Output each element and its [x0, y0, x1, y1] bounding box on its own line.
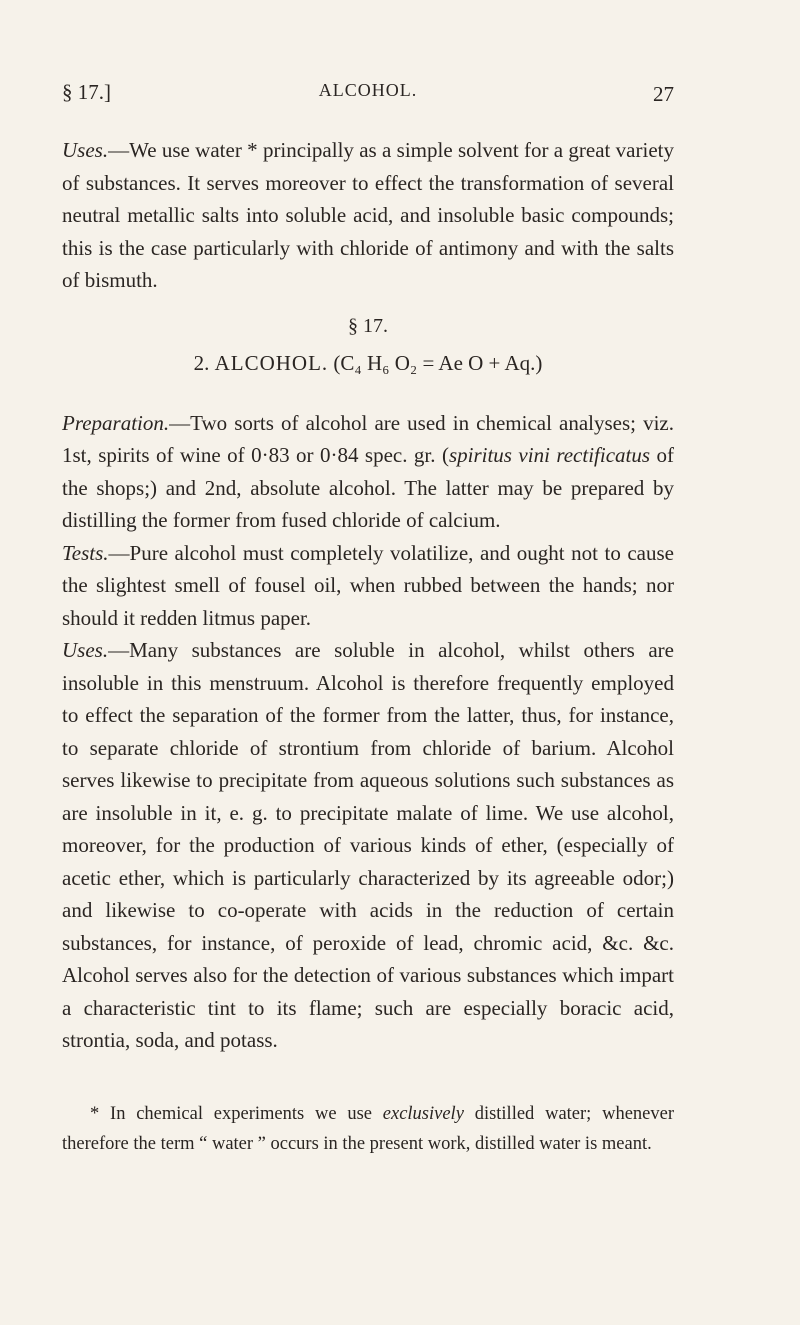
footnote	[62, 1099, 674, 1159]
footnote-marker: *	[90, 1103, 100, 1124]
text-preparation-1: —Two sorts of alcohol are used in chemical analyses; viz. 1st, spirits of wine of 0·83 or 0·84 spec. gr. (	[62, 410, 674, 467]
formula-expression: (C₄ H₆ O₂ = Ae O + Aq.)	[333, 350, 543, 375]
header-section: § 17.]	[62, 80, 111, 104]
footnote-italic: exclusively	[382, 1103, 464, 1124]
text-preparation-2: of the shops;) and 2nd, absolute alcohol. The latter may be prepared by distilling the former from fused chloride of calcium.	[62, 443, 674, 532]
footnote-spacer	[62, 1057, 674, 1099]
formula-name: ALCOHOL.	[214, 350, 329, 375]
formula-number: 2.	[193, 350, 210, 375]
footnote-text-2: distilled water; whenever therefore the term “ water ” occurs in the present work, distilled water is meant.	[62, 1103, 674, 1154]
lead-uses-alcohol: Uses.	[62, 638, 109, 662]
paragraph-uses-alcohol	[62, 634, 674, 1057]
formula-heading	[62, 351, 674, 387]
text-preparation-italic: spiritus vini rectificatus	[448, 443, 651, 467]
text-uses-water: —We use water * principally as a simple solvent for a great variety of substances. It serves moreover to effect the transformation of several neutral metallic salts into soluble acid, and insoluble basic compounds; this is the case particularly with chloride of antimony and with the salts of bismuth.	[62, 138, 674, 292]
footnote-text-1: In chemical experiments we use	[99, 1103, 383, 1124]
paragraph-preparation	[62, 407, 674, 537]
header-title: ALCOHOL.	[318, 80, 418, 100]
lead-uses: Uses.	[62, 138, 109, 162]
paragraph-tests	[62, 537, 674, 635]
running-header	[62, 80, 674, 110]
lead-preparation: Preparation.	[62, 410, 170, 435]
book-page	[62, 80, 674, 1159]
text-uses-alcohol: —Many substances are soluble in alcohol, whilst others are insoluble in this menstruum. Alcohol is therefore frequently employed to effect the separation of the former from the latter, thus, for instance, to separate chloride of strontium from chloride of barium. Alcohol serves likewise to precipitate from aqueous solutions such substances as are insoluble in it, e. g. to precipitate malate of lime. We use alcohol, moreover, for the production of various kinds of ether, (especially of acetic ether, which is particularly characterized by its agreeable odor;) and likewise to co-operate with acids in the reduction of certain substances, for instance, of peroxide of lead, chromic acid, &c. &c. Alcohol serves also for the detection of various substances which impart a characteristic tint to its flame; such are especially boracic acid, strontia, soda, and potass.	[62, 638, 674, 1052]
section-heading: § 17.	[348, 314, 388, 337]
page-number: 27	[653, 82, 674, 106]
paragraph-uses-water	[62, 134, 674, 297]
text-tests: —Pure alcohol must completely volatilize, and ought not to cause the slightest smell of fousel oil, when rubbed between the hands; nor should it redden litmus paper.	[62, 540, 674, 630]
lead-tests: Tests.	[62, 540, 109, 565]
